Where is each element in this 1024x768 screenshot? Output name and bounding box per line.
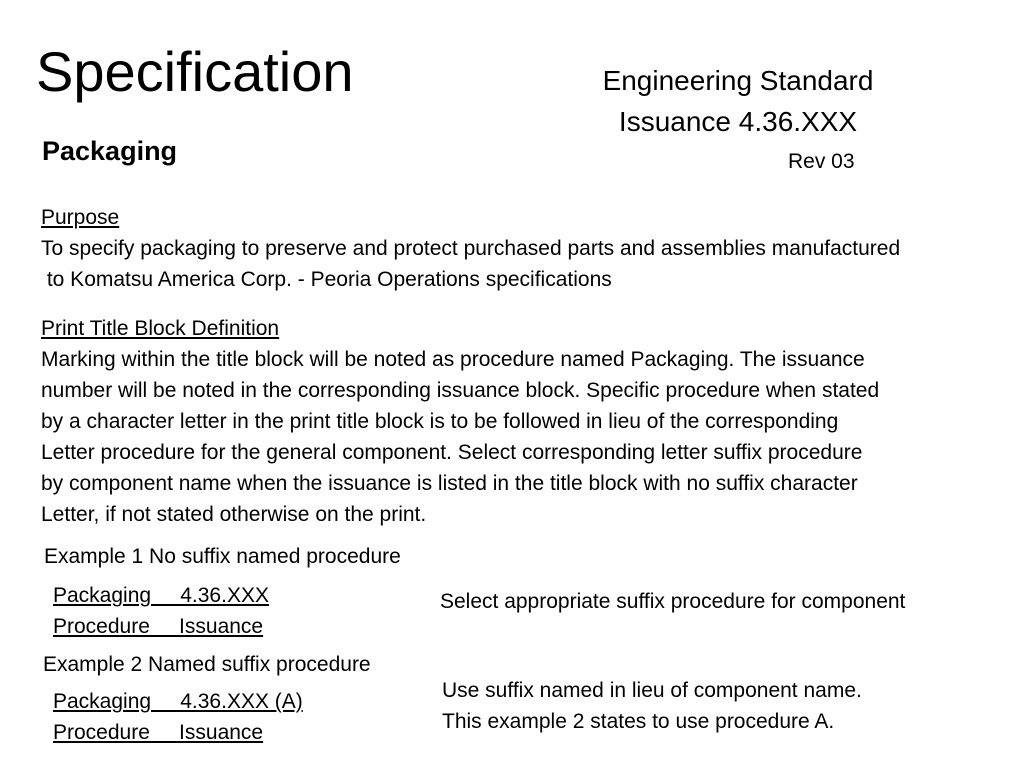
purpose-section	[41, 202, 900, 295]
revision-label: Rev 03	[788, 150, 855, 173]
purpose-line: to Komatsu America Corp. - Peoria Operations specifications	[41, 268, 612, 291]
purpose-heading: Purpose	[41, 206, 120, 229]
title-block-line: by a character letter in the print title block is to be followed in lieu of the corresponding	[41, 410, 839, 433]
title-block-line: Marking within the title block will be noted as procedure named Packaging. The issuance	[41, 348, 865, 371]
title-block-line: Letter procedure for the general component. Select corresponding letter suffix procedure	[41, 441, 863, 464]
example1-procedure-row: Packaging 4.36.XXX	[53, 584, 269, 607]
title-block-heading: Print Title Block Definition	[41, 317, 280, 340]
standard-name: Engineering Standard	[602, 65, 874, 96]
example1-note: Select appropriate suffix procedure for component	[440, 590, 906, 613]
example2-note	[442, 675, 862, 737]
example1-label-row: Procedure Issuance	[53, 615, 264, 638]
title-block-line: by component name when the issuance is listed in the title block with no suffix character	[41, 472, 858, 495]
title-block-line: Letter, if not stated otherwise on the print.	[41, 503, 427, 526]
example2-heading: Example 2 Named suffix procedure	[43, 653, 371, 676]
example2-procedure-row: Packaging 4.36.XXX (A)	[53, 690, 303, 713]
title-block-line: number will be noted in the corresponding issuance block. Specific procedure when stated	[41, 379, 880, 402]
example2-note-line: This example 2 states to use procedure A.	[442, 710, 835, 733]
standard-block	[560, 60, 916, 142]
example2-label-row: Procedure Issuance	[53, 721, 264, 744]
example2-note-line: Use suffix named in lieu of component name.	[442, 679, 862, 702]
standard-issuance: Issuance 4.36.XXX	[618, 106, 858, 137]
example1-heading: Example 1 No suffix named procedure	[44, 545, 401, 568]
section-subtitle: Packaging	[42, 136, 178, 166]
page-title: Specification	[36, 40, 354, 103]
purpose-line: To specify packaging to preserve and protect purchased parts and assemblies manufactured	[41, 237, 901, 260]
title-block-section	[41, 313, 879, 530]
